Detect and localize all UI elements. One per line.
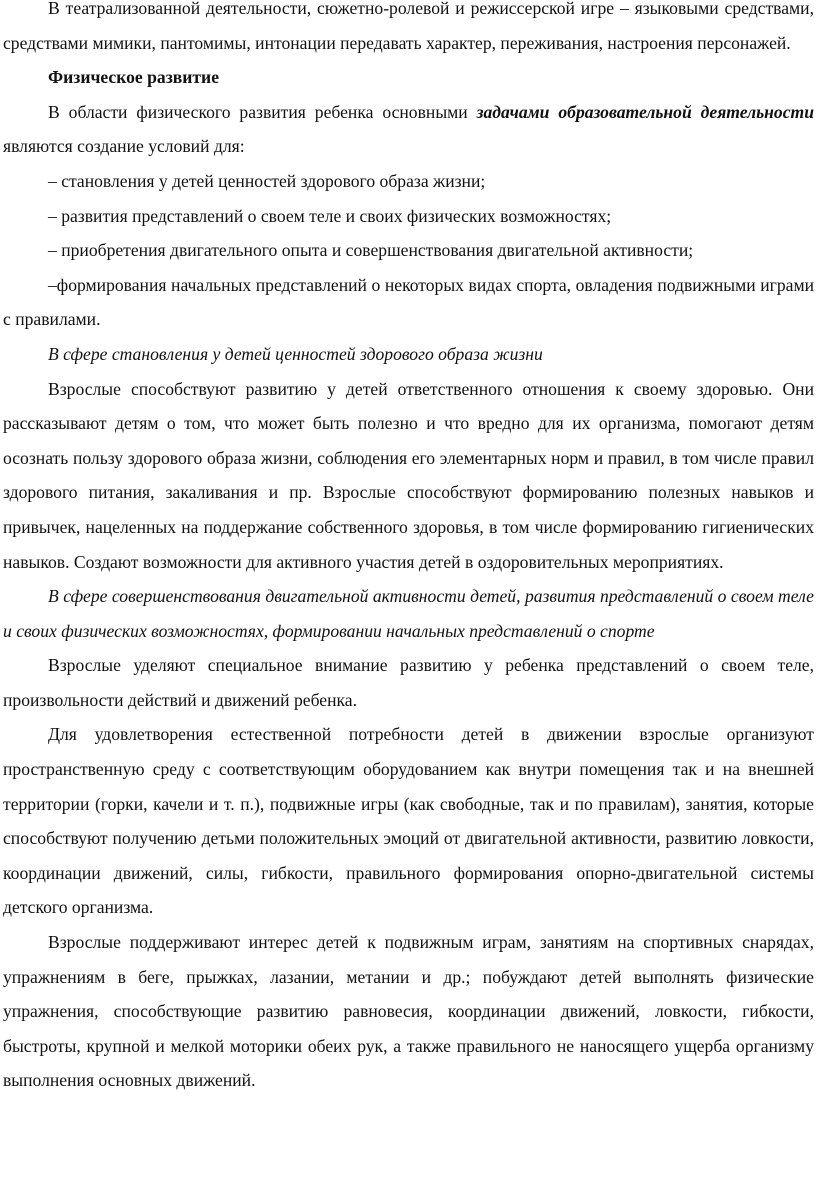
paragraph-healthy-lifestyle: Взрослые способствуют развитию у детей ответственного отношения к своему здоровью. Они рассказывают детям о том, что может быть полезно и что вредно для их организма, помогают детям осознать пользу здорового образа жизни, соблюдения его элементарных норм и правил, в том числе правил здорового питания, закаливания и пр. Взрослые способствуют формированию полезных навыков и привычек, нацеленных на поддержание собственного здоровья, в том числе формированию гигиенических навыков. Создают возможности для активного участия детей в оздоровительных мероприятиях.	[3, 378, 814, 572]
paragraph-theatre: В театрализованной деятельности, сюжетно-ролевой и режиссерской игре – языковыми средствами, средствами мимики, пантомимы, интонации передавать характер, переживания, настроения персонажей.	[3, 0, 814, 53]
paragraph-tasks-intro	[3, 95, 814, 164]
task-list-item: – становления у детей ценностей здорового образа жизни;	[48, 170, 486, 191]
subheading-healthy-lifestyle: В сфере становления у детей ценностей здорового образа жизни	[48, 343, 543, 364]
task-list-item: – приобретения двигательного опыта и совершенствования двигательной активности;	[48, 240, 694, 261]
tasks-intro-emphasis: задачами образовательной деятельности	[476, 101, 814, 122]
paragraph-body-awareness: Взрослые уделяют специальное внимание развитию у ребенка представлений о своем теле, произвольности действий и движений ребенка.	[3, 655, 814, 710]
section-heading-physical-development: Физическое развитие	[48, 67, 219, 88]
paragraph-movement-environment: Для удовлетворения естественной потребности детей в движении взрослые организуют пространственную среду с соответствующим оборудованием как внутри помещения так и на внешней территории (горки, качели и т. п.), подвижные игры (как свободные, так и по правилам), занятия, которые способствуют получению детьми положительных эмоций от двигательной активности, развитию ловкости, координации движений, силы, гибкости, правильного формирования опорно-двигательной системы детского организма.	[3, 724, 814, 918]
task-list-item: –формирования начальных представлений о некоторых видах спорта, овладения подвижными играми с правилами.	[3, 274, 814, 330]
task-list-item: – развития представлений о своем теле и своих физических возможностях;	[48, 205, 612, 226]
tasks-intro-tail: являются создание условий для:	[3, 136, 245, 157]
subheading-motor-activity: В сфере совершенствования двигательной активности детей, развития представлений о своем теле и своих физических возможностях, формировании начальных представлений о спорте	[3, 586, 814, 641]
tasks-intro-text: В области физического развития ребенка основными	[48, 101, 477, 122]
paragraph-active-games: Взрослые поддерживают интерес детей к подвижным играм, занятиям на спортивных снарядах, упражнениям в беге, прыжках, лазании, метании и др.; побуждают детей выполнять физические упражнения, способствующие развитию равновесия, координации движений, ловкости, гибкости, быстроты, крупной и мелкой моторики обеих рук, а также правильного не наносящего ущерба организму выполнения основных движений.	[3, 932, 814, 1091]
